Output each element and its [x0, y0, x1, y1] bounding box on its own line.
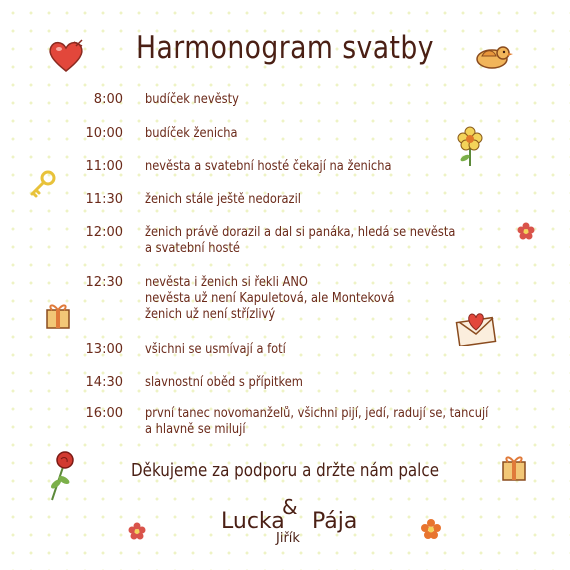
- schedule-row: [78, 375, 498, 391]
- signature-left-name: Lucka: [221, 509, 285, 534]
- small-flower-icon: [517, 222, 535, 240]
- rose-icon: [44, 450, 78, 502]
- key-icon: [28, 170, 56, 200]
- schedule-desc-line: první tanec novomanželů, všichni pijí, jedí, radují se, tancují: [145, 406, 489, 421]
- schedule-desc-line: nevěsta i ženich si řekli ANO: [145, 275, 308, 290]
- schedule-time: 11:00: [85, 159, 123, 174]
- schedule-desc-line: nevěsta už není Kapuletová, ale Monteková: [145, 291, 395, 306]
- schedule-time: 16:00: [85, 406, 123, 421]
- heart-icon: [46, 38, 86, 74]
- gift-icon: [44, 300, 72, 330]
- schedule-row: [78, 406, 498, 438]
- schedule-row: [78, 92, 498, 108]
- schedule-desc-line: a hlavně se milují: [145, 422, 246, 437]
- schedule-desc-line: budíček nevěsty: [145, 92, 239, 107]
- love-letter-icon: [455, 310, 497, 346]
- schedule-desc: [145, 192, 301, 208]
- schedule-desc: [145, 159, 391, 175]
- schedule-time: 10:00: [85, 126, 123, 141]
- schedule-desc: [145, 406, 488, 438]
- schedule-time: 14:30: [85, 375, 123, 390]
- schedule-desc: [145, 225, 455, 257]
- signature: [0, 495, 570, 555]
- schedule-desc: [145, 275, 395, 323]
- small-flower-icon-bottom-left: [128, 522, 146, 540]
- signature-right-name: Pája: [312, 509, 358, 534]
- schedule-row: [78, 275, 498, 323]
- schedule-desc: [145, 126, 238, 142]
- schedule-desc-line: a svatební hosté: [145, 241, 240, 256]
- schedule-row: [78, 126, 498, 142]
- thanks-message: Děkujeme za podporu a držte nám palce: [131, 460, 439, 481]
- schedule-time: 8:00: [93, 92, 123, 107]
- schedule-row: [78, 225, 498, 257]
- bird-icon: [470, 42, 514, 72]
- schedule-time: 13:00: [85, 342, 123, 357]
- page-title: Harmonogram svatby: [136, 30, 434, 66]
- schedule-time: 11:30: [85, 192, 123, 207]
- schedule-desc-line: ženich už není střízlivý: [145, 307, 276, 322]
- schedule-row: [78, 192, 498, 208]
- schedule-desc: [145, 92, 239, 108]
- schedule-row: [78, 342, 498, 358]
- schedule-desc: [145, 342, 286, 358]
- schedule-desc: [145, 375, 303, 391]
- schedule-desc-line: všichni se usmívají a fotí: [145, 342, 286, 357]
- schedule-desc-line: slavnostní oběd s přípitkem: [145, 375, 303, 390]
- signature-ampersand: &: [282, 495, 298, 519]
- signature-middle-name: Jiřík: [276, 531, 300, 546]
- schedule-time: 12:00: [85, 225, 123, 240]
- schedule-row: [78, 159, 498, 175]
- gift-icon-right: [500, 452, 528, 482]
- schedule-desc-line: ženich právě dorazil a dal si panáka, hledá se nevěsta: [145, 225, 456, 240]
- schedule-desc-line: ženich stále ještě nedorazil: [145, 192, 301, 207]
- schedule-desc-line: nevěsta a svatební hosté čekají na ženicha: [145, 159, 392, 174]
- schedule-desc-line: budíček ženicha: [145, 126, 238, 141]
- schedule-time: 12:30: [85, 275, 123, 290]
- flower-icon: [456, 126, 484, 168]
- small-flower-icon-bottom-right: [420, 518, 442, 540]
